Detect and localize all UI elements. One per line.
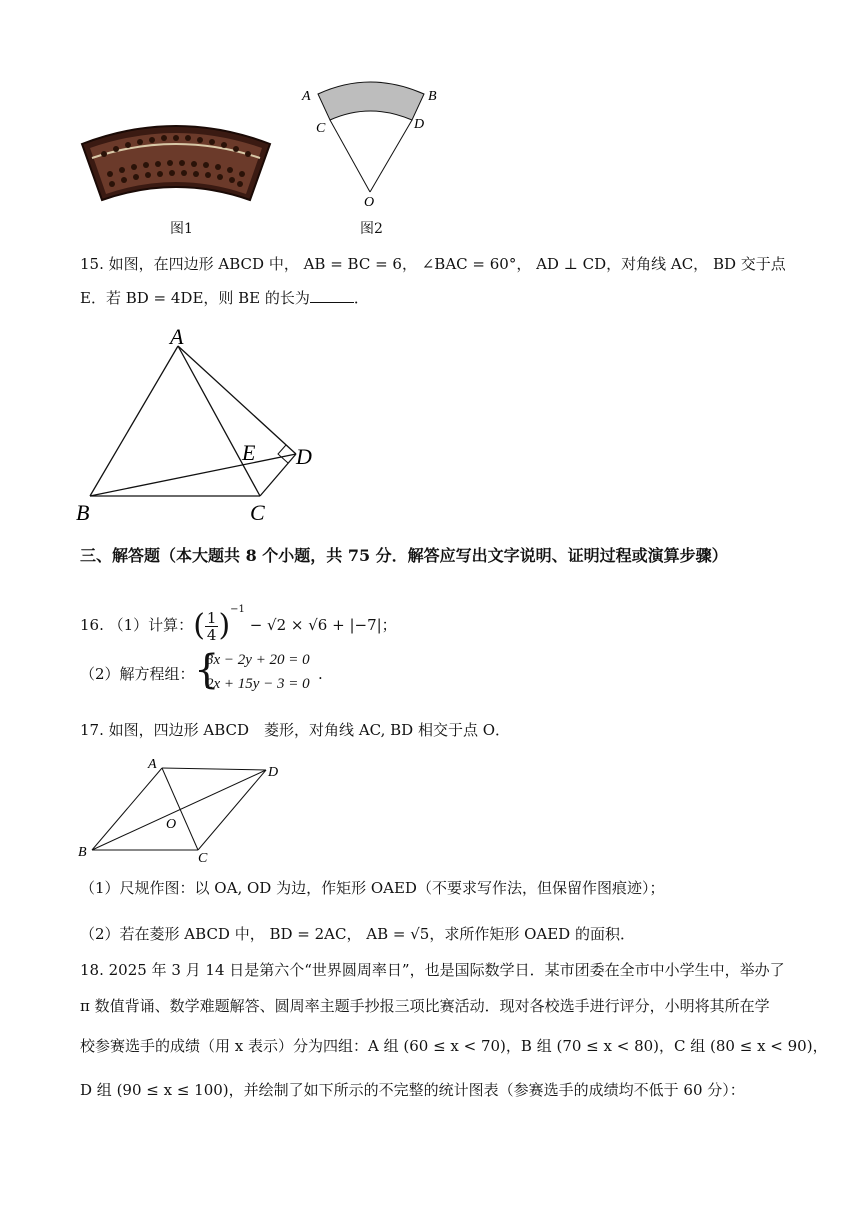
abacus-figure [78, 118, 274, 206]
label-D: D [414, 117, 425, 132]
label-E: E [242, 440, 256, 465]
q18-line3: 校参赛选手的成绩（用 x 表示）分为四组：A 组 (60 ≤ x < 70)，B 组 (70 ≤ x < 80)，C 组 (80 ≤ x < 90)， [80, 1037, 828, 1055]
rhombus-figure [76, 752, 296, 868]
q18-line2: π 数值背诵、数学难题解答、圆周率主题手抄报三项比赛活动．现对各校选手进行评分，小明将其所在学 [80, 997, 770, 1015]
q15-line2 [80, 288, 369, 308]
label-B: B [78, 845, 87, 860]
label-A: A [170, 326, 184, 349]
label-D: D [296, 444, 312, 469]
q17-part2: （2）若在菱形 ABCD 中， BD = 2AC， AB = √5，求所作矩形 OAED 的面积． [80, 925, 635, 943]
q17-text: 如图，四边形 ABCD 菱形，对角线 AC, BD 相交于点 O． [108, 721, 511, 739]
q15-number: 15. [80, 255, 104, 273]
label-C: C [250, 500, 265, 525]
q16-part1: 16. （1）计算：( $\frac{1}{4}$ )$^{-1}$ − √2 × √6 + |−7|； [80, 604, 397, 644]
q18-line1: 18. 2025 年 3 月 14 日是第六个“世界圆周率日”，也是国际数学日．某市团委在全市中小学生中，举办了 [80, 961, 785, 979]
label-A: A [302, 89, 311, 104]
label-D: D [268, 765, 279, 780]
equation-1: 3x − 2y + 20 = 0 [206, 652, 310, 668]
q18-line4: D 组 (90 ≤ x ≤ 100)，并绘制了如下所示的不完整的统计图表（参赛选手的成绩均不低于 60 分）： [80, 1081, 745, 1099]
q15-figure [74, 326, 334, 526]
label-O: O [166, 817, 177, 832]
q16-p1-label: （1）计算： [108, 616, 194, 634]
q16-p2-end: . [318, 665, 323, 683]
q16-p2-label: （2）解方程组： [80, 665, 195, 683]
label-B: B [76, 500, 90, 525]
figure1-caption: 图1 [170, 221, 193, 237]
q16-number: 16. [80, 616, 104, 634]
q17-number: 17. [80, 721, 104, 739]
q15-text-line1: 如图，在四边形 ABCD 中， AB = BC = 6， ∠BAC = 60°， AD ⊥ CD，对角线 AC， BD 交于点 [108, 255, 786, 273]
fraction: $\frac{1}{4}$ [206, 608, 217, 644]
label-C: C [316, 121, 326, 136]
figure2-caption: 图2 [360, 221, 383, 237]
q16-p1-expr: − √2 × √6 + |−7|； [249, 616, 397, 634]
sector-figure [296, 80, 446, 212]
equation-2: 2x + 15y − 3 = 0 [206, 676, 310, 692]
q15-line1 [80, 254, 786, 274]
label-A: A [148, 757, 157, 772]
q17-part1: （1）尺规作图：以 OA, OD 为边，作矩形 OAED（不要求写作法，但保留作图痕迹）； [80, 879, 665, 897]
exponent: −1 [230, 604, 245, 615]
label-C: C [198, 851, 208, 866]
section3-heading: 三、解答题（本大题共 8 个小题，共 75 分．解答应写出文字说明、证明过程或演算步骤） [80, 546, 728, 565]
q17-stem [80, 720, 510, 740]
answer-blank[interactable] [310, 288, 354, 303]
q15-text-line2: E．若 BD = 4DE，则 BE 的长为 [80, 289, 310, 307]
label-O: O [364, 195, 375, 210]
label-B: B [428, 89, 437, 104]
q15-end: ． [353, 289, 369, 307]
